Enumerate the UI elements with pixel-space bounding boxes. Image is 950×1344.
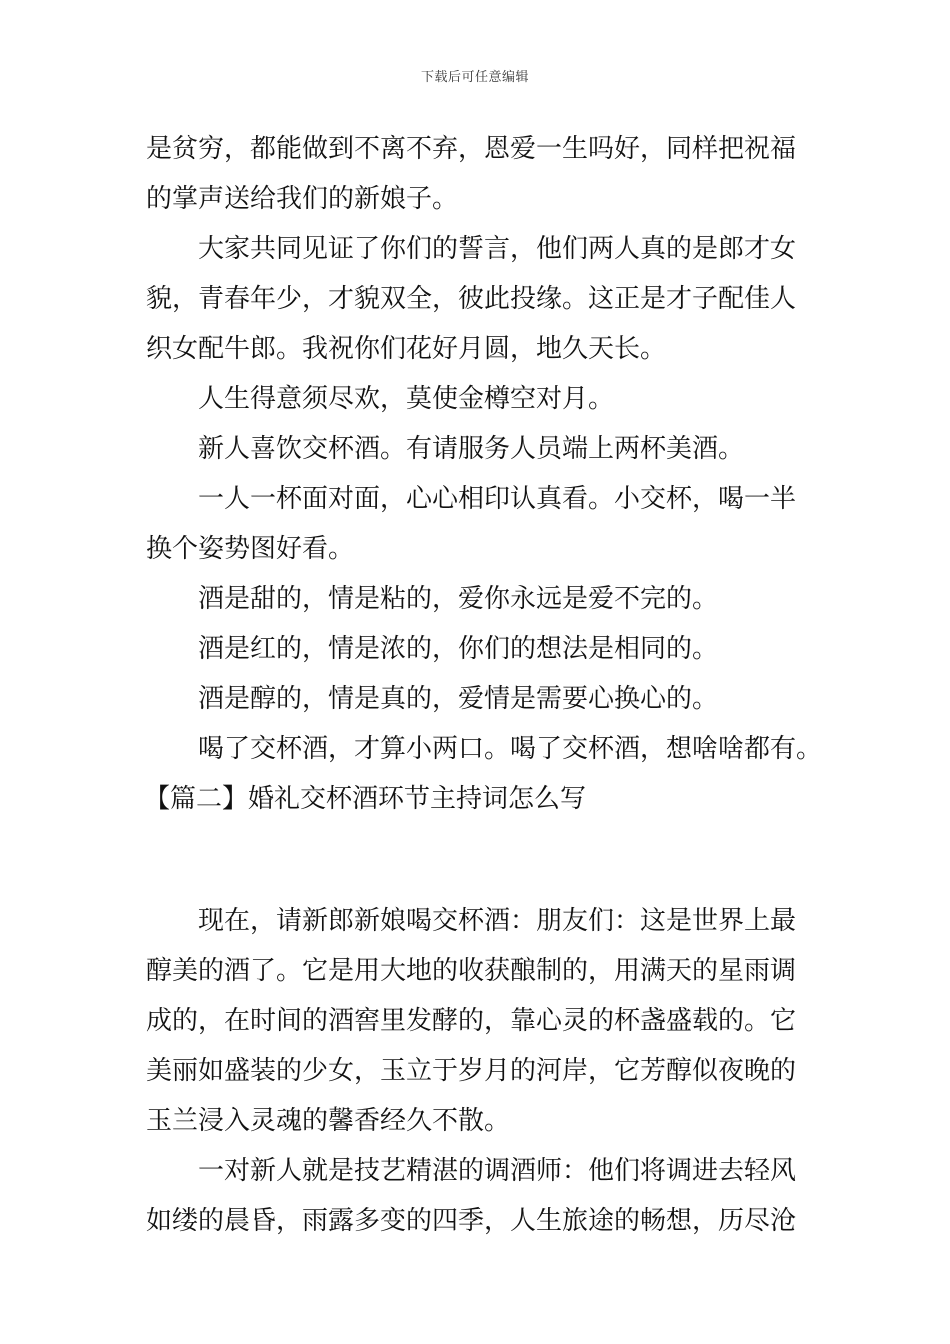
document-body	[144, 124, 823, 1246]
paragraph-line: 貌，青春年少，才貌双全，彼此投缘。这正是才子配佳人	[146, 284, 797, 314]
paragraph-line: 的掌声送给我们的新娘子。	[146, 184, 459, 214]
page-header: 下载后可任意编辑	[420, 70, 529, 85]
paragraph-line: 织女配牛郎。我祝你们花好月圆，地久天长。	[146, 334, 667, 364]
paragraph-line: 酒是红的，情是浓的，你们的想法是相同的。	[198, 634, 719, 664]
paragraph-line: 喝了交杯酒，才算小两口。喝了交杯酒，想啥啥都有。	[198, 734, 823, 764]
paragraph-line: 是贫穷，都能做到不离不弃，恩爱一生吗好，同样把祝福	[146, 134, 797, 164]
paragraph-line: 人生得意须尽欢，莫使金樽空对月。	[198, 384, 615, 414]
paragraph-line: 成的，在时间的酒窖里发酵的，靠心灵的杯盏盛载的。它	[146, 1006, 797, 1036]
paragraph-line: 玉兰浸入灵魂的馨香经久不散。	[146, 1106, 511, 1136]
paragraph-line: 新人喜饮交杯酒。有请服务人员端上两杯美酒。	[198, 434, 745, 464]
paragraph-line: 大家共同见证了你们的誓言，他们两人真的是郎才女	[198, 234, 797, 264]
paragraph-line: 如缕的晨昏，雨露多变的四季，人生旅途的畅想，历尽沧	[146, 1206, 797, 1236]
paragraph-line: 酒是甜的，情是粘的，爱你永远是爱不完的。	[198, 584, 719, 614]
paragraph-line: 一对新人就是技艺精湛的调酒师：他们将调进去轻风	[198, 1156, 797, 1186]
paragraph-line: 醇美的酒了。它是用大地的收获酿制的，用满天的星雨调	[146, 956, 797, 986]
section-heading: 【篇二】婚礼交杯酒环节主持词怎么写	[144, 784, 587, 814]
paragraph-line: 一人一杯面对面，心心相印认真看。小交杯，喝一半	[198, 484, 797, 514]
paragraph-line: 美丽如盛装的少女，玉立于岁月的河岸，它芳醇似夜晚的	[146, 1056, 797, 1086]
paragraph-line: 酒是醇的，情是真的，爱情是需要心换心的。	[198, 684, 719, 714]
section-gap	[146, 824, 810, 896]
paragraph-line: 现在，请新郎新娘喝交杯酒：朋友们：这是世界上最	[198, 906, 797, 936]
paragraph-line: 换个姿势图好看。	[146, 534, 355, 564]
